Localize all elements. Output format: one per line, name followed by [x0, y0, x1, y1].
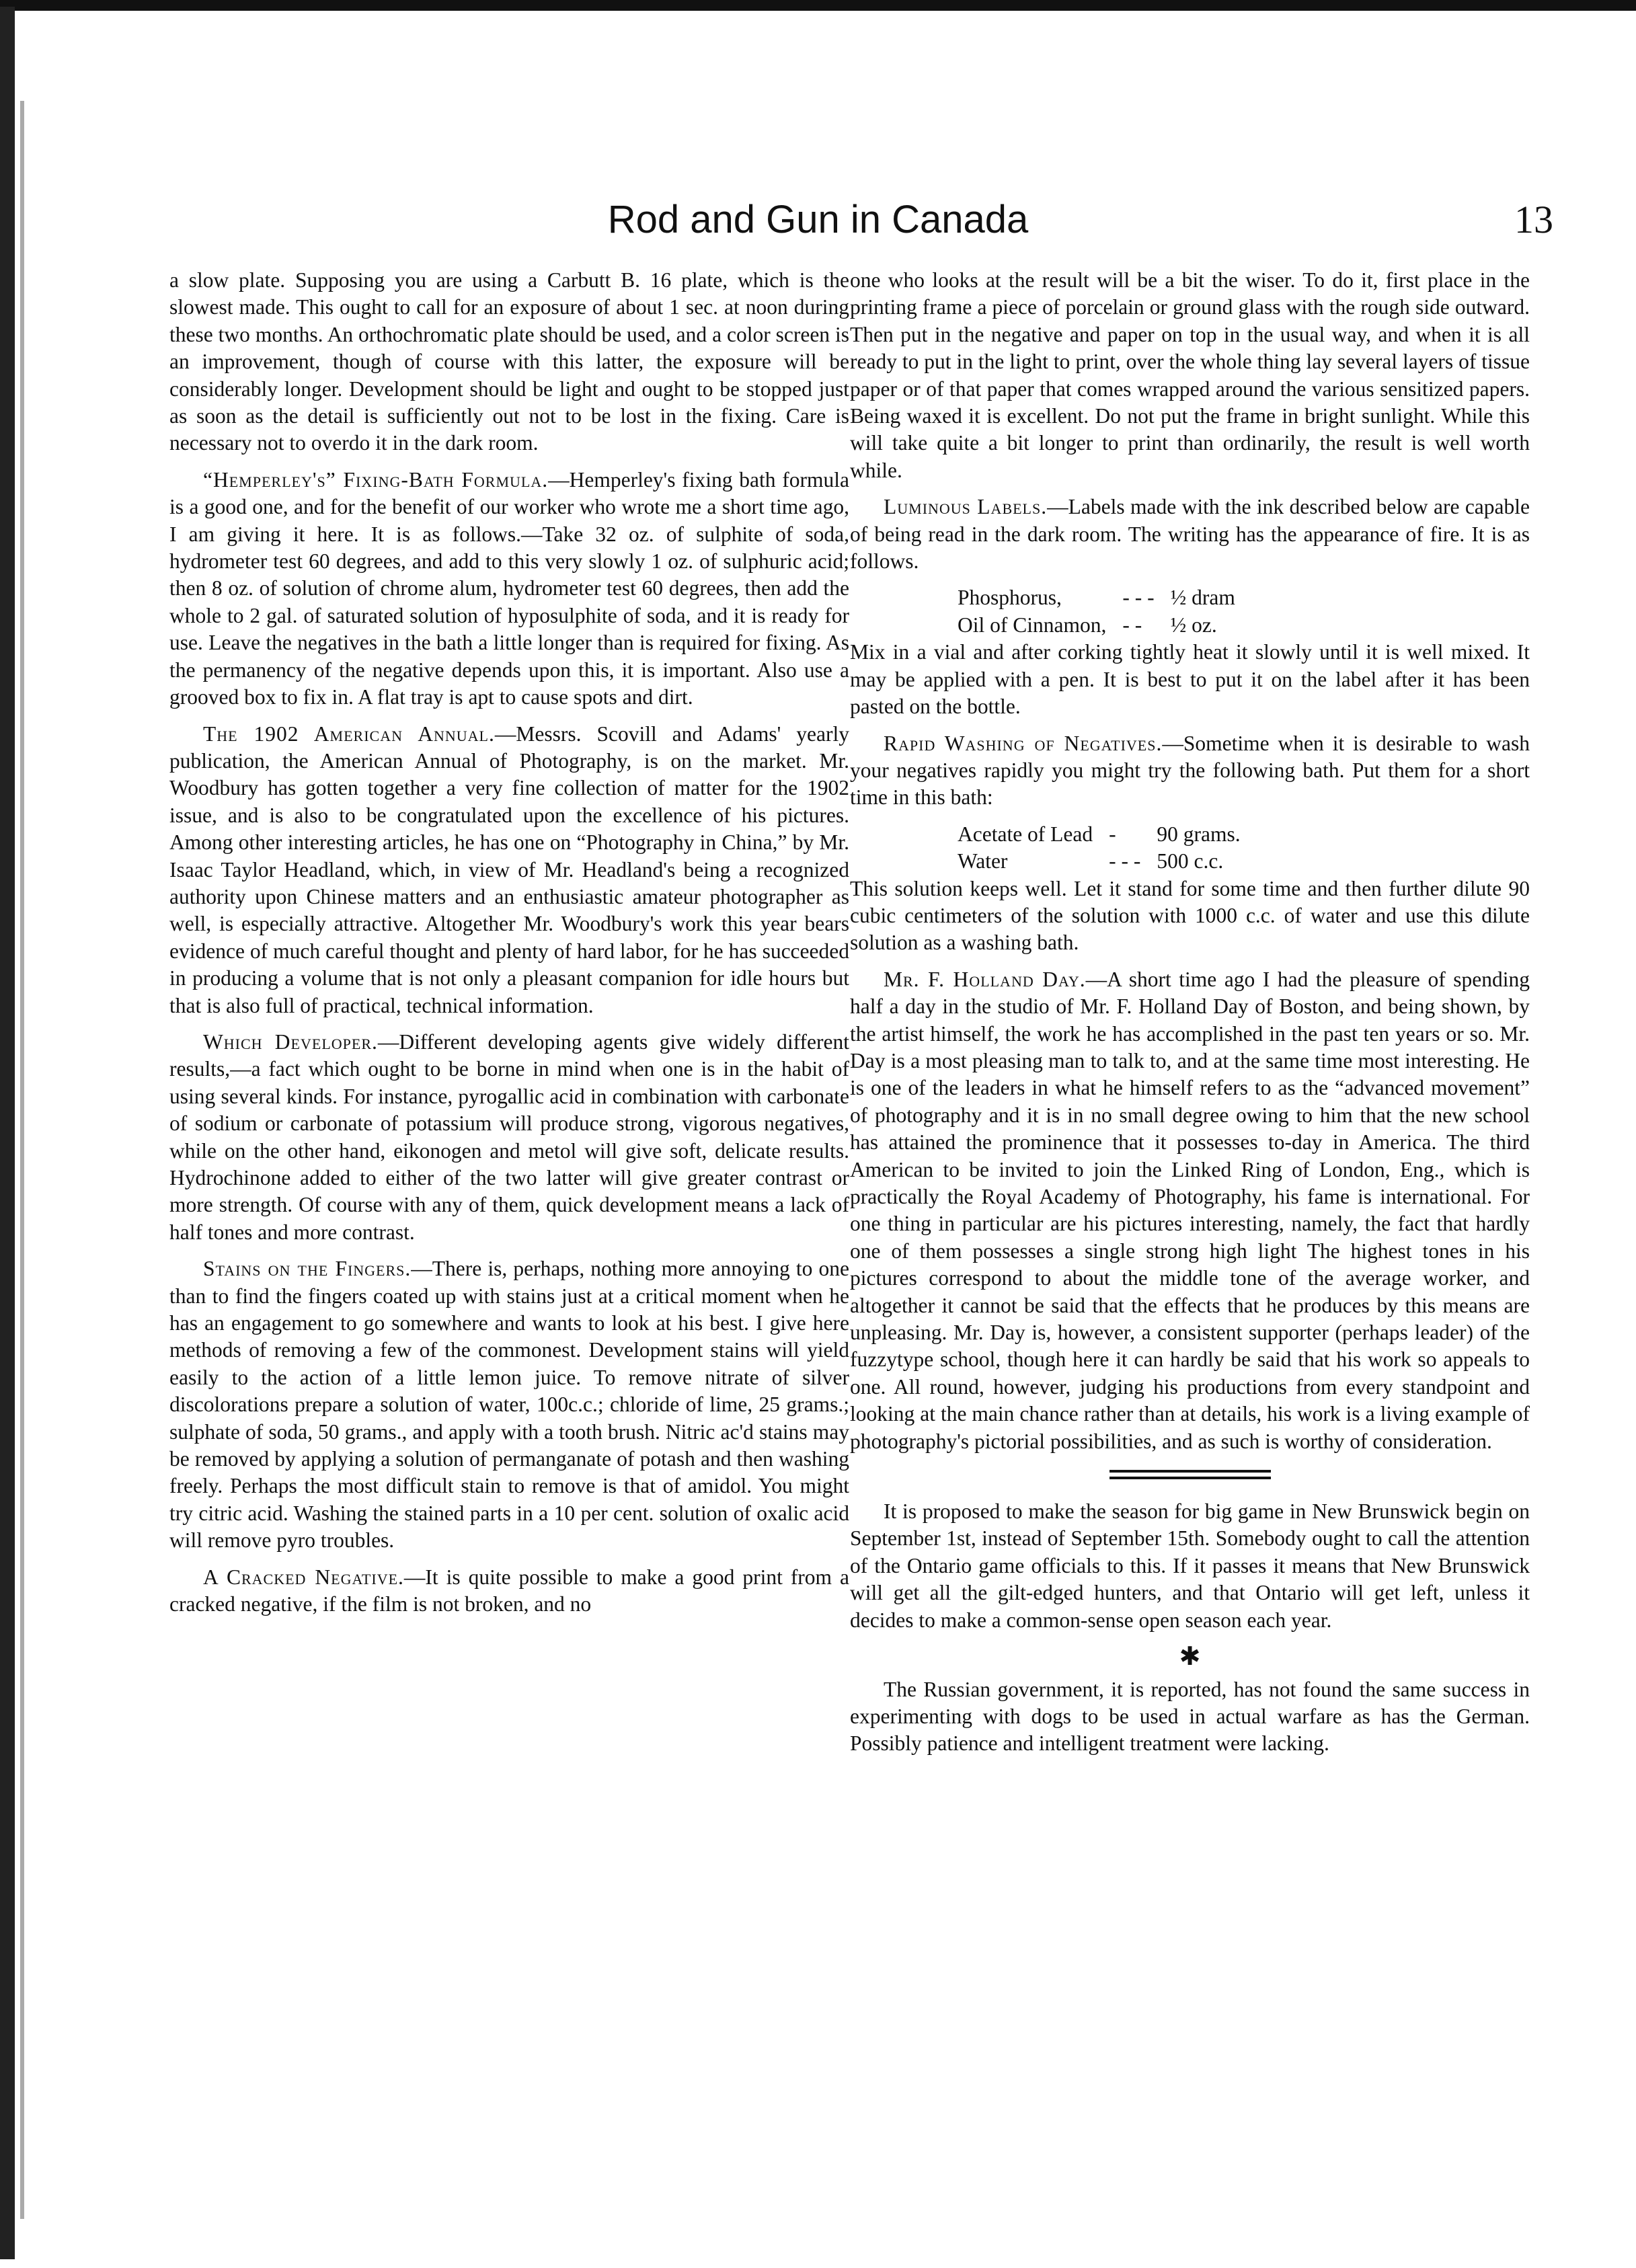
- section-heading: Stains on the Fingers.: [203, 1257, 412, 1281]
- double-rule-separator: [1109, 1470, 1271, 1479]
- article-paragraph: A Cracked Negative.—It is quite possible to make a good print from a cracked negative, if the film is not broken, and no: [169, 1565, 849, 1616]
- recipe-row: Phosphorus, - - - ½ dram: [958, 586, 1235, 610]
- recipe-table: [958, 584, 1251, 639]
- section-heading: Rapid Washing of Negatives.: [884, 731, 1163, 755]
- recipe-row: Oil of Cinnamon, - - ½ oz.: [958, 613, 1217, 637]
- article-paragraph: Rapid Washing of Negatives.—Sometime when it is desirable to wash your negatives rapidly you might try the following bath. Put them for a short time in this bath:: [850, 731, 1530, 810]
- article-paragraph: Which Developer.—Different developing agents give widely different results,—a fact which ought to be borne in mind when one is in the habit of using several kinds. For instance, pyrogallic acid in combination with carbonate of sodium or carbonate of potassium will produce strong, vigorous negatives, while on the other hand, eikonogen and metol will give soft, delicate results. Hydrochinone added to either of the two latter will give greater contrast or more strength. Of course with any of them, quick development means a lack of half tones and more contrast.: [169, 1029, 849, 1244]
- news-note-paragraph: The Russian government, it is reported, has not found the same success in experimenting with dogs to be used in actual warfare as has the German. Possibly patience and intelligent treatment were lacking.: [850, 1677, 1530, 1756]
- recipe-table: [958, 821, 1257, 875]
- article-paragraph: a slow plate. Supposing you are using a Carbutt B. 16 plate, which is the slowest made. This ought to call for an exposure of about 1 sec. at noon during these two months. An orthochromatic plate should be used, and a color screen is an improvement, though of course with this latter, the exposure will be considerably longer. Development should be light and ought to be stopped just as soon as the detail is sufficiently out not to be lost in the fixing. Care is necessary not to overdo it in the dark room.: [169, 268, 849, 455]
- section-heading: “Hemperley's” Fixing-Bath Formula.: [203, 467, 549, 492]
- recipe-row: Acetate of Lead - 90 grams.: [958, 822, 1241, 846]
- article-paragraph: “Hemperley's” Fixing-Bath Formula.—Hemperley's fixing bath formula is a good one, and for the benefit of our worker who wrote me a short time ago, I am giving it here. It is as follows.—Take 32 oz. of sulphite of soda, hydrometer test 60 degrees, and add to this very slowly 1 oz. of sulphuric acid; then 8 oz. of solution of chrome alum, hydrometer test 60 degrees, then add the whole to 2 gal. of saturated solution of hyposulphite of soda, and it is ready for use. Leave the negatives in the bath a little longer than is required for fixing. As the permanency of the negative depends upon this, it is important. Also use a grooved box to fix in. A flat tray is apt to cause spots and dirt.: [169, 467, 849, 709]
- article-paragraph: Mix in a vial and after corking tightly heat it slowly until it is well mixed. It may be applied with a pen. It is best to put it on the label after it has been pasted on the bottle.: [850, 640, 1530, 719]
- section-heading: A Cracked Negative.: [203, 1565, 404, 1589]
- right-column: [850, 267, 1530, 1767]
- page-number: 13: [1514, 198, 1553, 241]
- article-paragraph: Mr. F. Holland Day.—A short time ago I had the pleasure of spending half a day in the studio of Mr. F. Holland Day of Boston, and being shown, by the artist himself, the work he has accomplished in the past ten years or so. Mr. Day is a most pleasing man to talk to, and at the same time most interesting. He is one of the leaders in what he himself refers to as the “advanced movement” of photography and it is in no small degree owing to him that the new school has attained the prominence that it possesses to-day in America. The third American to be invited to join the Linked Ring of London, Eng., which is practically the Royal Academy of Photography, his fame is international. For one thing in particular are his pictures interesting, namely, the fact that hardly one of them possesses a single strong high light The highest tones in his pictures correspond to about the middle tone of the average worker, and altogether it cannot be said that the effects that he produces by this means are unpleasing. Mr. Day is, however, a consistent supporter (perhaps leader) of the fuzzytype school, though here it can hardly be said that his work so appeals to one. All round, however, judging his productions from every standpoint and looking at the main chance rather than at details, his work is a living example of photography's pictorial possibilities, and as such is worthy of consideration.: [850, 967, 1530, 1453]
- article-paragraph: This solution keeps well. Let it stand for some time and then further dilute 90 cubic centimeters of the solution with 1000 c.c. of water and use this dilute solution as a washing bath.: [850, 876, 1530, 955]
- scan-left-edge: [0, 7, 15, 2259]
- article-paragraph: one who looks at the result will be a bit the wiser. To do it, first place in the printing frame a piece of porcelain or ground glass with the rough side outward. Then put in the negative and paper on top in the usual way, and when it is all ready to put in the light to print, over the whole thing lay several layers of tissue paper or of that paper that comes wrapped around the various sensitized papers. Being waxed it is excellent. Do not put the frame in bright sunlight. While this will take quite a bit longer to print than ordinarily, the result is well worth while.: [850, 268, 1530, 482]
- running-header-title: Rod and Gun in Canada: [607, 198, 1029, 241]
- section-heading: Which Developer.: [203, 1029, 378, 1054]
- article-paragraph: Stains on the Fingers.—There is, perhaps, nothing more annoying to one than to find the fingers coated up with stains just at a critical moment when he has an engagement to go somewhere and wants to look at his best. I give here methods of removing a few of the commonest. Development stains will yield easily to the action of a little lemon juice. To remove nitrate of silver discolorations prepare a solution of water, 100c.c.; chloride of lime, 25 grams.; sulphate of soda, 50 grams., and apply with a tooth brush. Nitric ac'd stains may be removed by applying a solution of permanganate of potash and then washing freely. Perhaps the most difficult stain to remove is that of amidol. You might try citric acid. Washing the stained parts in a 10 per cent. solution of oxalic acid will remove pyro troubles.: [169, 1257, 849, 1553]
- news-note-paragraph: It is proposed to make the season for big game in New Brunswick begin on September 1st, instead of September 15th. Somebody ought to call the attention of the Ontario game officials to this. If it passes it means that New Brunswick will get all the gilt-edged hunters, and that Ontario will get left, unless it decides to make a common-sense open season each year.: [850, 1499, 1530, 1632]
- scan-binding-shadow: [20, 101, 24, 2219]
- article-paragraph: Luminous Labels.—Labels made with the ink described below are capable of being read in the dark room. The writing has the appearance of fire. It is as follows.: [850, 495, 1530, 574]
- section-heading: The 1902 American Annual.: [203, 721, 495, 746]
- star-separator-icon: ✱: [1179, 1643, 1201, 1672]
- recipe-row: Water - - - 500 c.c.: [958, 849, 1224, 873]
- left-column: [169, 267, 849, 1628]
- article-paragraph: The 1902 American Annual.—Messrs. Scovill and Adams' yearly publication, the American Annual of Photography, is on the market. Mr. Woodbury has gotten together a very fine collection of matter for the 1902 issue, and is also to be congratulated upon the excellence of his pictures. Among other interesting articles, he has one on “Photography in China,” by Mr. Isaac Taylor Headland, which, in view of Mr. Headland's being a recognized authority upon Chinese matters and an enthusiastic amateur photographer as well, is especially attractive. Altogether Mr. Woodbury's work this year bears evidence of much careful thought and plenty of hard labor, for he has succeeded in producing a volume that is not only a pleasant companion for idle hours but that is also full of practical, technical information.: [169, 721, 850, 1017]
- top-border-rule: [0, 0, 1636, 11]
- section-heading: Mr. F. Holland Day.: [884, 967, 1086, 991]
- section-heading: Luminous Labels.: [884, 495, 1048, 519]
